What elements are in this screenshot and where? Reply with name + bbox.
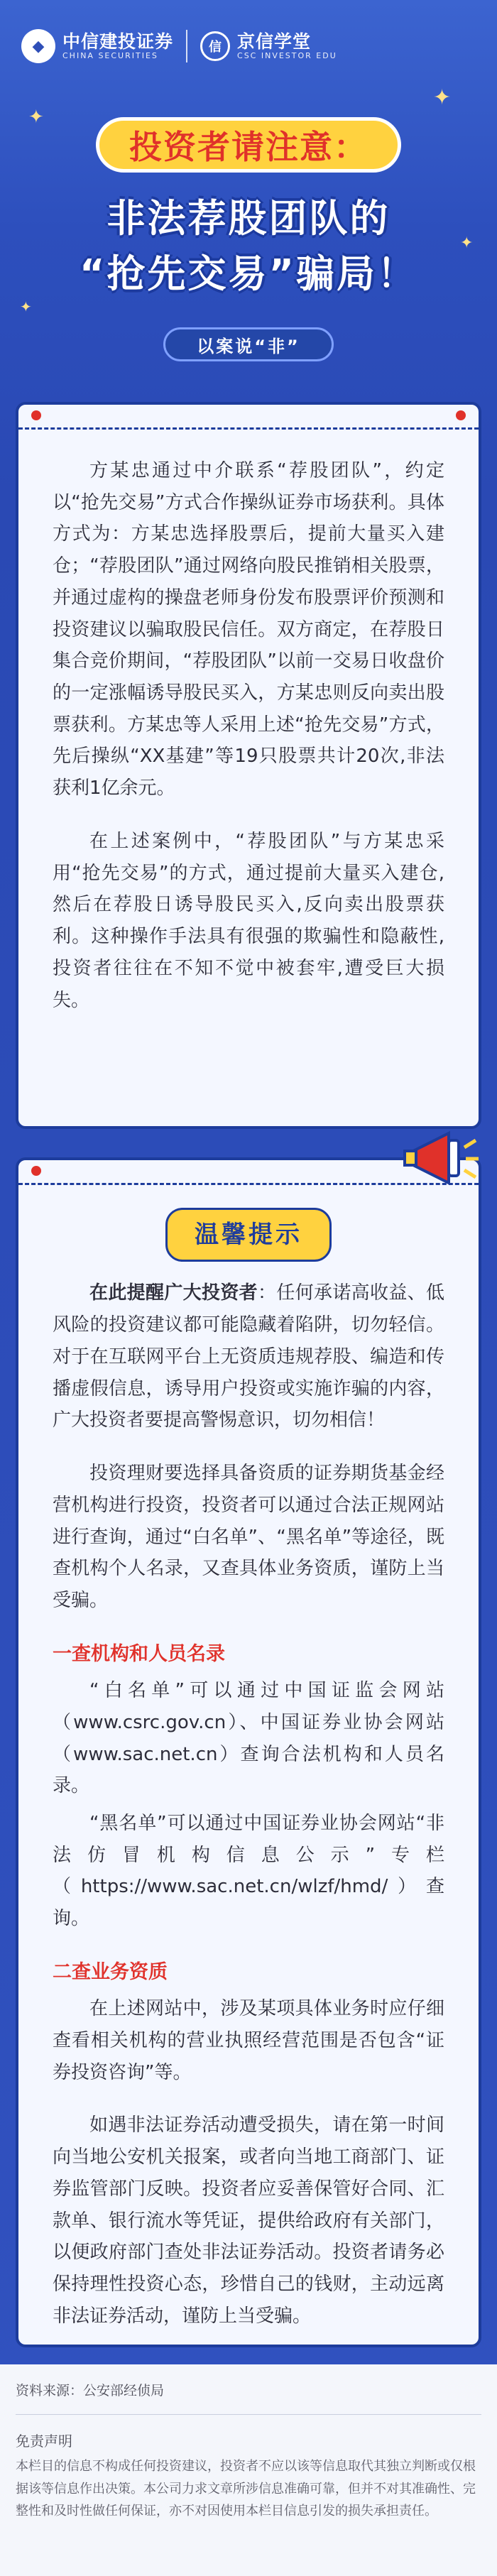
tips-paragraph: 在上述网站中，涉及某项具体业务时应仔细查看相关机构的营业执照经营范围是否包含“证券投资咨询”等。 — [53, 1998, 444, 2083]
divider — [16, 2414, 481, 2415]
disclaimer-title: 免责声明 — [16, 2433, 72, 2450]
dot-icon — [456, 410, 466, 420]
title-line-3: “抢先交易”骗局！ — [80, 251, 417, 296]
star-icon: ✦ — [433, 85, 452, 110]
case-card — [16, 402, 481, 1129]
subtitle-badge: 以案说“非” — [163, 327, 334, 361]
tips-heading-text: 温馨提示 — [165, 1208, 332, 1262]
star-icon: ✦ — [460, 234, 474, 252]
tips-lead-rest: ：任何承诺高收益、低风险的投资建议都可能隐藏着陷阱，切勿轻信。对于在互联网平台上无资质违规荐股、编造和传播虚假信息，诱导用户投资或实施诈骗的内容，广大投资者要提高警惕意识，切勿相信！ — [53, 1282, 444, 1431]
tips-paragraph: “黑名单”可以通过中国证券业协会网站“非法仿冒机构信息公示”专栏（https://www.sac.net.cn/wlzf/hmd/）查询。 — [53, 1812, 444, 1930]
case-paragraph: 在上述案例中，“荐股团队”与方某忠采用“抢先交易”的方式，通过提前大量买入建仓,然后在荐股日诱导股民买入,反向卖出股票获利。这种操作手法具有很强的欺骗性和隐蔽性,投资者往往在不知不觉中被套牢,遭受巨大损失。 — [53, 830, 444, 1011]
school-name-en: CSC INVESTOR EDU — [237, 50, 337, 60]
disclaimer-text: 本栏目的信息不构成任何投资建议，投资者不应以该等信息取代其独立判断或仅根据该等信息作出决策。本公司力求文章所涉信息准确可靠，但并不对其准确性、完整性和及时性做任何保证，亦不对因使用本栏目信息引发的损失承担责任。 — [16, 2459, 476, 2518]
tips-paragraph: 如遇非法证券活动遭受损失，请在第一时间向当地公安机关报案，或者向当地工商部门、证券监管部门反映。投资者应妥善保管好合同、汇款单、银行流水等凭证，提供给政府有关部门，以便政府部门查处非法证券活动。投资者请务必保持理性投资心态，珍惜自己的钱财，主动远离非法证券活动，谨防上当受骗。 — [53, 2114, 444, 2327]
school-name-cn: 京信学堂 — [237, 31, 312, 53]
csc-logo-icon: ◆ — [21, 29, 55, 63]
tips-lead: 在此提醒广大投资者 — [89, 1282, 258, 1304]
dot-icon — [31, 410, 41, 420]
title-line-1: 投资者请注意： — [129, 128, 368, 166]
megaphone-icon — [399, 1119, 484, 1197]
tips-heading — [53, 1208, 444, 1262]
section-heading: 一查机构和人员名录 — [53, 1642, 225, 1665]
brand-name — [62, 32, 173, 60]
dot-icon — [31, 1166, 41, 1176]
tips-card — [16, 1157, 481, 2347]
card-top-bar — [18, 405, 479, 430]
brand-name-cn: 中信建投证券 — [62, 31, 174, 53]
title-block — [43, 117, 454, 366]
school-logo-icon: 信 — [200, 31, 230, 61]
tips-paragraph: 投资理财要选择具备资质的证券期货基金经营机构进行投资，投资者可以通过合法正规网站进行查询，通过“白名单”、“黑名单”等途径，既查机构个人名录，又查具体业务资质，谨防上当受骗。 — [53, 1463, 444, 1611]
case-body — [18, 430, 479, 1066]
tips-paragraph: “白名单”可以通过中国证监会网站（www.csrc.gov.cn）、中国证券业协会网站（www.sac.net.cn）查询合法机构和人员名录。 — [53, 1680, 444, 1797]
school-name — [237, 32, 337, 60]
footer — [0, 2364, 497, 2576]
star-icon: ✦ — [28, 107, 44, 128]
section-heading: 二查业务资质 — [53, 1960, 168, 1983]
title-line-2: 非法荐股团队的 — [106, 196, 390, 241]
case-paragraph: 方某忠通过中介联系“荐股团队”，约定以“抢先交易”方式合作操纵证券市场获利。具体方式为：方某忠选择股票后，提前大量买入建仓；“荐股团队”通过网络向股民推销相关股票，并通过虚构的操盘老师身份发布股票评价预测和投资建议以骗取股民信任。双方商定，在荐股日集合竞价期间，“荐股团队”以前一交易日收盘价的一定涨幅诱导股民买入，方某忠则反向卖出股票获利。方某忠等人采用上述“抢先交易”方式，先后操纵“XX基建”等19只股票共计20次,非法获利1亿余元。 — [53, 460, 444, 799]
brand-header — [21, 21, 337, 71]
brand-name-en: CHINA SECURITIES — [62, 50, 158, 60]
title-pill — [96, 117, 401, 173]
tips-body — [18, 1185, 479, 2381]
tips-paragraph — [53, 1277, 444, 1436]
star-icon: ✦ — [20, 298, 32, 315]
source-note: 资料来源：公安部经侦局 — [16, 2383, 165, 2398]
logo-divider — [186, 30, 187, 62]
